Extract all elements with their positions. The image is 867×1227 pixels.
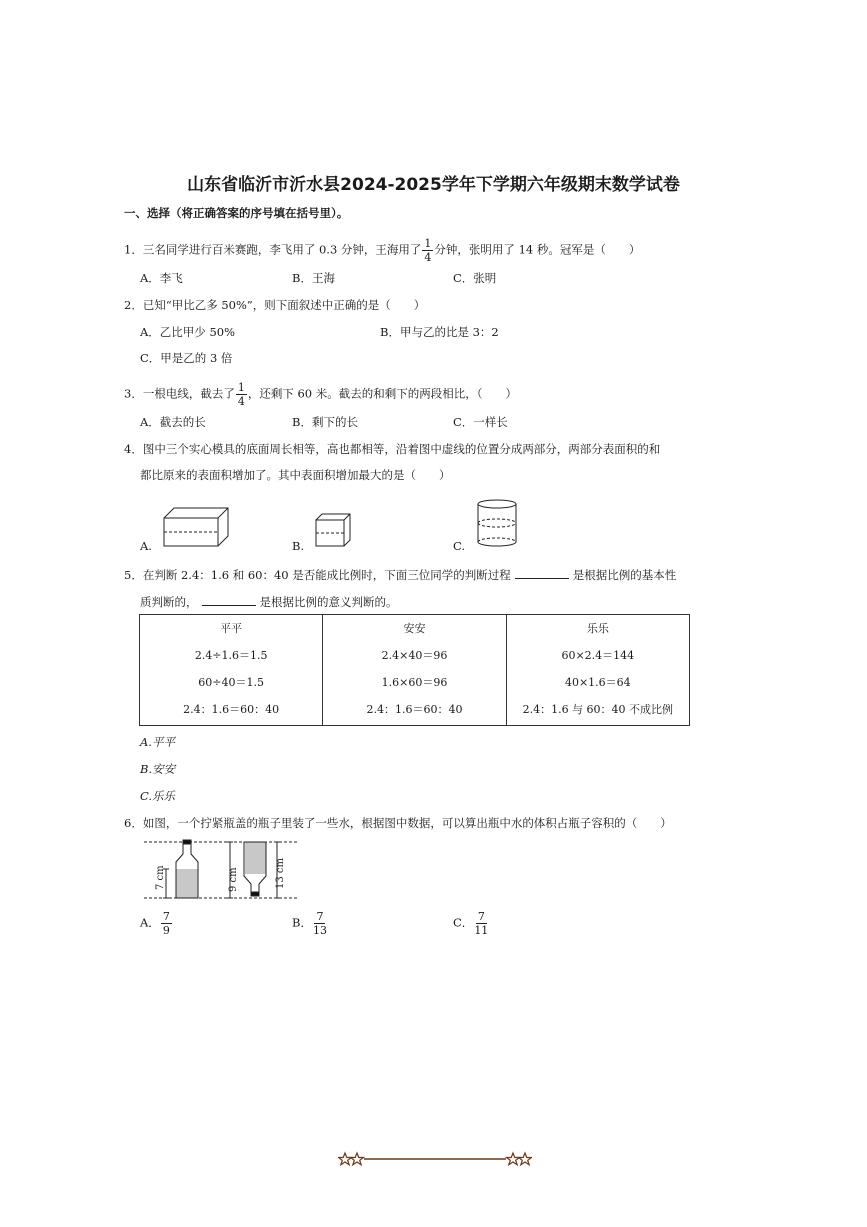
question-5-line-1 bbox=[124, 567, 676, 583]
answer-blank[interactable] bbox=[202, 594, 256, 606]
option-b[interactable]: B．剩下的长 bbox=[292, 415, 358, 429]
question-4-line-1: 4．图中三个实心模具的底面周长相等，高也都相等，沿着图中虚线的位置分成两部分，两部分表面积的和 bbox=[124, 442, 661, 456]
footer-ornament bbox=[338, 1150, 532, 1168]
option-b[interactable]: B． $\frac{7}{13}$ bbox=[292, 910, 327, 937]
option-b[interactable]: B．甲与乙的比是 3：2 bbox=[380, 325, 499, 339]
question-text: 5．在判断 2.4：1.6 和 60：40 是否能成比例时，下面三位同学的判断过程 bbox=[124, 568, 511, 582]
option-a[interactable]: A．截去的长 bbox=[140, 415, 206, 429]
question-text: ，还剩下 60 米。截去的和剩下的两段相比，（ ） bbox=[247, 386, 518, 401]
answer-blank[interactable] bbox=[515, 567, 569, 579]
table-cell-anan bbox=[323, 615, 506, 726]
calc-line: 40×1.6＝64 bbox=[564, 676, 631, 689]
cuboid-figure bbox=[160, 504, 232, 550]
option-b[interactable]: B. bbox=[292, 539, 305, 553]
option-c[interactable]: C．张明 bbox=[453, 271, 497, 285]
label-7cm: 7 cm bbox=[155, 865, 166, 890]
option-a[interactable]: A．乙比甲少 50% bbox=[140, 325, 236, 339]
question-text: 质判断的， bbox=[140, 595, 198, 609]
student-name: 平平 bbox=[220, 622, 243, 635]
calc-line: 60÷40＝1.5 bbox=[198, 676, 265, 689]
section-heading: 一、选择（将正确答案的序号填在括号里）。 bbox=[124, 206, 349, 220]
fraction: $\frac{1}{4}$ bbox=[424, 237, 432, 264]
question-4-line-2: 都比原来的表面积增加了。其中表面积增加最大的是（ ） bbox=[140, 468, 451, 482]
question-text: 1．三名同学进行百米赛跑，李飞用了 0.3 分钟，王海用了 bbox=[124, 242, 422, 257]
label-9cm: 9 cm bbox=[228, 867, 239, 892]
option-a[interactable]: A．李飞 bbox=[140, 271, 183, 285]
question-text: 3．一根电线，截去了 bbox=[124, 386, 235, 401]
question-2: 2．已知“甲比乙多 50%”，则下面叙述中正确的是（ ） bbox=[124, 298, 426, 312]
option-c[interactable]: C．甲是乙的 3 倍 bbox=[140, 351, 233, 365]
judgement-table bbox=[139, 614, 690, 726]
calc-line: 60×2.4＝144 bbox=[561, 649, 635, 662]
question-text: 分钟，张明用了 14 秒。冠军是（ ） bbox=[434, 242, 641, 257]
question-text: 是根据比例的意义判断的。 bbox=[259, 595, 398, 609]
fraction: $\frac{7}{9}$ bbox=[162, 910, 170, 937]
fraction: $\frac{7}{13}$ bbox=[312, 910, 327, 937]
question-3 bbox=[124, 382, 517, 407]
calc-line: 2.4÷1.6＝1.5 bbox=[194, 649, 268, 662]
label-13cm: 13 cm bbox=[275, 858, 286, 889]
option-a[interactable]: A. bbox=[140, 539, 152, 553]
conclusion-line: 2.4：1.6 与 60：40 不成比例 bbox=[522, 703, 674, 716]
cylinder-figure bbox=[474, 498, 520, 550]
conclusion-line: 2.4：1.6＝60：40 bbox=[183, 703, 280, 716]
question-1 bbox=[124, 238, 640, 263]
calc-line: 2.4×40＝96 bbox=[381, 649, 448, 662]
cube-figure bbox=[312, 510, 354, 550]
student-name: 安安 bbox=[403, 622, 426, 635]
student-name: 乐乐 bbox=[586, 622, 609, 635]
option-c[interactable]: C.乐乐 bbox=[140, 789, 176, 803]
option-b[interactable]: B．王海 bbox=[292, 271, 335, 285]
option-a[interactable]: A． $\frac{7}{9}$ bbox=[140, 910, 170, 937]
conclusion-line: 2.4：1.6＝60：40 bbox=[366, 703, 463, 716]
fraction: $\frac{1}{4}$ bbox=[237, 381, 245, 408]
fraction: $\frac{7}{11}$ bbox=[474, 910, 489, 937]
question-5-line-2 bbox=[140, 594, 398, 610]
bottle-figure bbox=[140, 836, 300, 902]
option-c[interactable]: C．一样长 bbox=[453, 415, 508, 429]
table-cell-lele bbox=[506, 615, 689, 726]
table-cell-pingping bbox=[140, 615, 323, 726]
option-c[interactable]: C． $\frac{7}{11}$ bbox=[453, 910, 489, 937]
calc-line: 1.6×60＝96 bbox=[381, 676, 448, 689]
option-b[interactable]: B.安安 bbox=[140, 762, 176, 776]
question-text: 是根据比例的基本性 bbox=[572, 568, 677, 582]
option-c[interactable]: C. bbox=[453, 539, 466, 553]
page-title: 山东省临沂市沂水县2024-2025学年下学期六年级期末数学试卷 bbox=[187, 175, 680, 195]
question-6: 6．如图，一个拧紧瓶盖的瓶子里装了一些水，根据图中数据，可以算出瓶中水的体积占瓶子容积的（ ） bbox=[124, 816, 672, 830]
option-a[interactable]: A.平平 bbox=[140, 735, 175, 749]
